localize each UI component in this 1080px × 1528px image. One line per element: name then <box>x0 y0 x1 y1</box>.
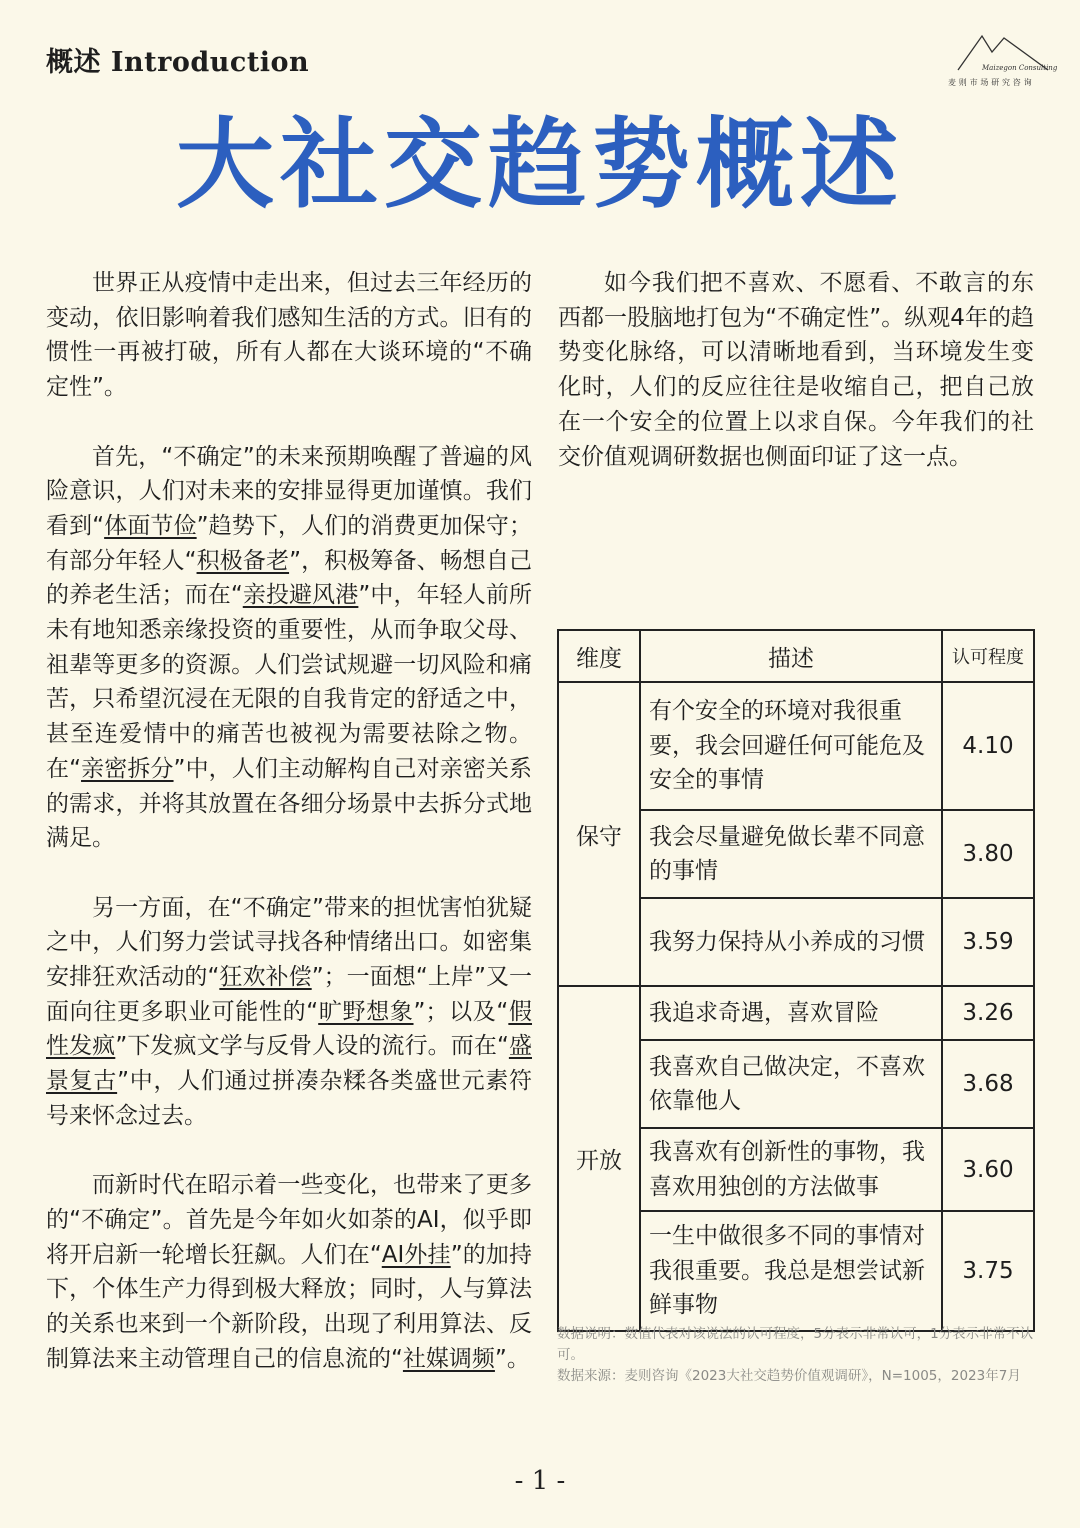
score-cell: 3.26 <box>942 986 1034 1040</box>
section-label: 概述 Introduction <box>46 47 310 78</box>
dimension-cell: 保守 <box>558 682 640 986</box>
score-cell: 4.10 <box>942 682 1034 810</box>
keyword-link[interactable]: 盛景复古 <box>46 1033 532 1095</box>
description-cell: 我喜欢有创新性的事物，我喜欢用独创的方法做事 <box>640 1128 942 1211</box>
score-cell: 3.60 <box>942 1128 1034 1211</box>
keyword-link[interactable]: 体面节俭 <box>104 512 197 539</box>
score-cell: 3.59 <box>942 898 1034 986</box>
page-title: 大社交趋势概述 <box>175 107 904 222</box>
logo-script-text: Maizegon Consulting <box>982 64 1058 72</box>
keyword-link[interactable]: AI外挂 <box>381 1241 451 1268</box>
description-cell: 一生中做很多不同的事情对我很重要。我总是想尝试新鲜事物 <box>640 1211 942 1331</box>
score-cell: 3.80 <box>942 810 1034 898</box>
table-row <box>558 986 1034 1040</box>
brand-logo <box>944 28 1056 90</box>
description-cell: 我追求奇遇，喜欢冒险 <box>640 986 942 1040</box>
table-header-row <box>558 630 1034 682</box>
keyword-link[interactable]: 狂欢补偿 <box>219 964 312 991</box>
keyword-link[interactable]: 旷野想象 <box>318 998 414 1025</box>
table-footnote <box>557 1324 1042 1387</box>
score-cell: 3.75 <box>942 1211 1034 1331</box>
header-score: 认可程度 <box>942 630 1034 682</box>
description-cell: 我努力保持从小养成的习惯 <box>640 898 942 986</box>
data-explanation: 数据说明：数值代表对该说法的认可程度，5分表示非常认可，1分表示非常不认可。 <box>557 1326 1034 1363</box>
page-number: - 1 - <box>514 1466 566 1496</box>
keyword-link[interactable]: 亲投避风港 <box>242 582 359 609</box>
keyword-link[interactable]: 亲密拆分 <box>81 755 174 782</box>
paragraph-summary: 如今我们把不喜欢、不愿看、不敢言的东西都一股脑地打包为“不确定性”。纵观4年的趋势变化脉络，可以清晰地看到，当环境发生变化时，人们的反应往往是收缩自己，把自己放在一个安全的位置上以求自保。今年我们的社交价值观调研数据也侧面印证了这一点。 <box>558 270 1034 470</box>
paragraph-new-era: 而新时代在昭示着一些变化，也带来了更多的“不确定”。首先是今年如火如荼的AI，似乎即将开启新一轮增长狂飙。人们在“AI外挂”的加持下，个体生产力得到极大释放；同时，人与算法的关系也来到一个新阶段，出现了利用算法、反制算法来主动管理自己的信息流的“社媒调频”。 <box>46 1172 532 1372</box>
dimension-cell: 开放 <box>558 986 640 1331</box>
data-source: 数据来源：麦则咨询《2023大社交趋势价值观调研》，N=1005，2023年7月 <box>557 1368 1021 1384</box>
keyword-link[interactable]: 社媒调频 <box>402 1345 495 1372</box>
right-column <box>558 266 1034 509</box>
description-cell: 我会尽量避免做长辈不同意的事情 <box>640 810 942 898</box>
header-dimension: 维度 <box>558 630 640 682</box>
paragraph-uncertainty: 首先，“不确定”的未来预期唤醒了普遍的风险意识，人们对未来的安排显得更加谨慎。我们看到“体面节俭”趋势下，人们的消费更加保守；有部分年轻人“积极备老”，积极筹备、畅想自己的养老生活；而在“亲投避风港”中，年轻人前所未有地知悉亲缘投资的重要性，从而争取父母、祖辈等更多的资源。人们尝试规避一切风险和痛苦，只希望沉浸在无限的自我肯定的舒适之中，甚至连爱情中的痛苦也被视为需要祛除之物。在“亲密拆分”中，人们主动解构自己对亲密关系的需求，并将其放置在各细分场景中去拆分式地满足。 <box>46 443 533 852</box>
description-cell: 有个安全的环境对我很重要，我会回避任何可能危及安全的事情 <box>640 682 942 810</box>
logo-company-name: 麦则市场研究咨询 <box>948 78 1035 87</box>
score-cell: 3.68 <box>942 1040 1034 1128</box>
paragraph-emotion-outlet: 另一方面，在“不确定”带来的担忧害怕犹疑之中，人们努力尝试寻找各种情绪出口。如密集安排狂欢活动的“狂欢补偿”；一面想“上岸”又一面向往更多职业可能性的“旷野想象”；以及“假性发疯”下发疯文学与反骨人设的流行。而在“盛景复古”中，人们通过拼凑杂糅各类盛世元素符号来怀念过去。 <box>46 894 533 1129</box>
description-cell: 我喜欢自己做决定，不喜欢依靠他人 <box>640 1040 942 1128</box>
keyword-link[interactable]: 积极备老 <box>196 547 290 574</box>
left-column <box>46 266 532 1411</box>
survey-table <box>557 629 1035 1332</box>
header-description: 描述 <box>640 630 942 682</box>
keyword-link[interactable]: 假性发疯 <box>46 998 533 1060</box>
paragraph-intro: 世界正从疫情中走出来，但过去三年经历的变动，依旧影响着我们感知生活的方式。旧有的惯性一再被打破，所有人都在大谈环境的“不确定性”。 <box>46 270 532 401</box>
table-row <box>558 682 1034 810</box>
